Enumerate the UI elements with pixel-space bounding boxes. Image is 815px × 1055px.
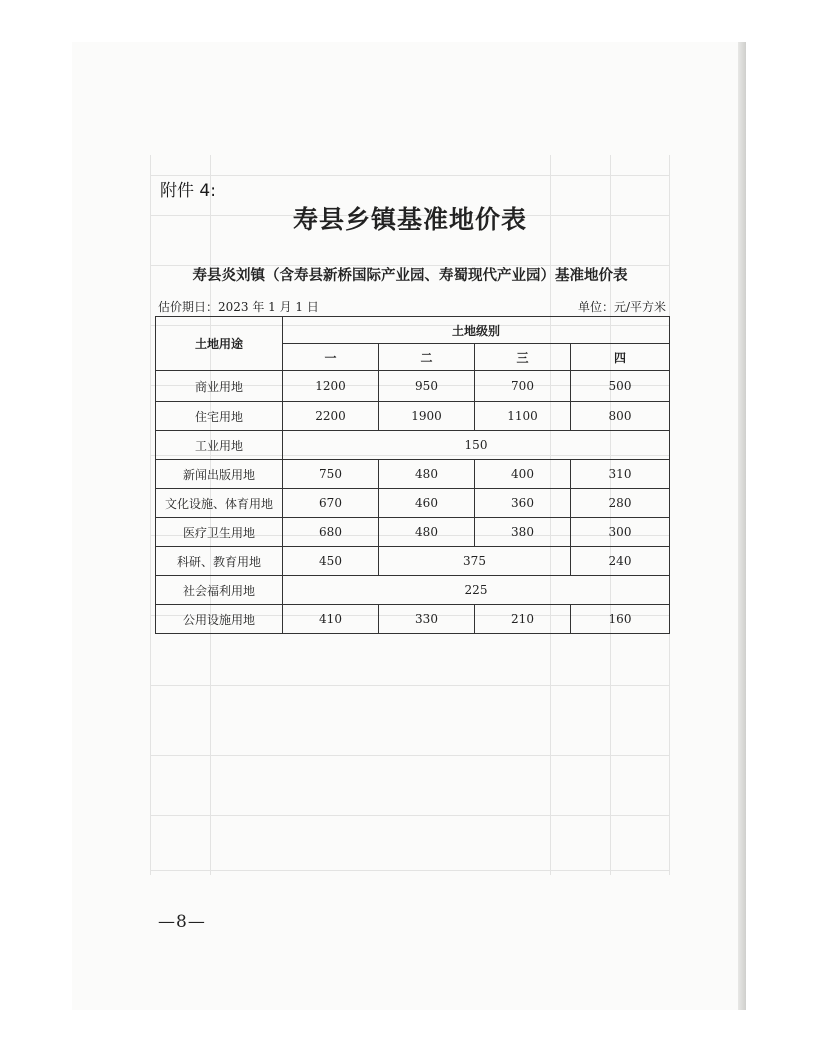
cell-grade-2: 460 [379,489,475,518]
cell-usage: 新闻出版用地 [156,460,283,489]
table-row [156,518,670,547]
valuation-date: 估价期日：2023 年 1 月 1 日 [158,300,319,314]
cell-grade-2: 1900 [379,402,475,431]
cell-grade-2: 480 [379,518,475,547]
land-price-table [155,316,670,634]
cell-all-grades: 150 [283,431,670,460]
cell-grade-1: 410 [283,605,379,634]
table-row [156,431,670,460]
header-grade-4: 四 [571,344,670,371]
page-title: 寿县乡镇基准地价表 [292,205,527,234]
cell-grade-3: 700 [475,371,571,402]
cell-grade-3: 380 [475,518,571,547]
table-header-row [156,317,670,344]
header-grade-1: 一 [283,344,379,371]
cell-grade-4: 280 [571,489,670,518]
table-row [156,547,670,576]
cell-usage: 工业用地 [156,431,283,460]
cell-grade-2: 950 [379,371,475,402]
cell-grade-1: 450 [283,547,379,576]
header-land-usage: 土地用途 [156,317,283,371]
cell-grade-3: 210 [475,605,571,634]
paper-edge [738,42,746,1010]
cell-grade-1: 2200 [283,402,379,431]
cell-grade-3: 1100 [475,402,571,431]
cell-usage: 社会福利用地 [156,576,283,605]
table-row [156,371,670,402]
header-grade-3: 三 [475,344,571,371]
header-grade-2: 二 [379,344,475,371]
cell-grade-2: 330 [379,605,475,634]
page-number: —8— [158,912,206,932]
cell-grade-3: 360 [475,489,571,518]
table-subtitle: 寿县炎刘镇（含寿县新桥国际产业园、寿蜀现代产业园）基准地价表 [192,268,628,284]
cell-usage: 住宅用地 [156,402,283,431]
header-land-grade: 土地级别 [283,317,670,344]
cell-grade-3: 400 [475,460,571,489]
cell-grade-4: 800 [571,402,670,431]
cell-grade-1: 1200 [283,371,379,402]
cell-all-grades: 225 [283,576,670,605]
table-row [156,460,670,489]
cell-grade-2: 480 [379,460,475,489]
cell-grade-4: 240 [571,547,670,576]
table-row [156,489,670,518]
cell-usage: 公用设施用地 [156,605,283,634]
table-row [156,402,670,431]
cell-grade-1: 750 [283,460,379,489]
cell-grade-1: 670 [283,489,379,518]
unit-label: 单位：元/平方米 [577,300,666,314]
cell-grade-4: 500 [571,371,670,402]
cell-grade-4: 300 [571,518,670,547]
table-row [156,605,670,634]
cell-usage: 科研、教育用地 [156,547,283,576]
cell-grade-2-3: 375 [379,547,571,576]
cell-usage: 医疗卫生用地 [156,518,283,547]
cell-grade-1: 680 [283,518,379,547]
cell-grade-4: 160 [571,605,670,634]
table-meta [158,298,666,315]
cell-usage: 文化设施、体育用地 [156,489,283,518]
cell-usage: 商业用地 [156,371,283,402]
cell-grade-4: 310 [571,460,670,489]
table-row [156,576,670,605]
appendix-label: 附件 4: [160,181,216,201]
